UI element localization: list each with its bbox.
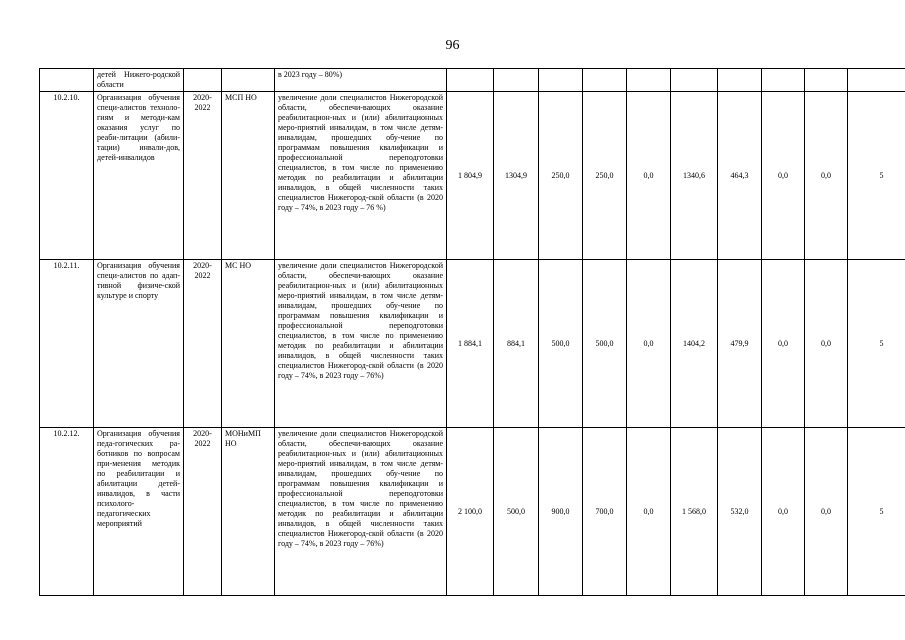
cell-value: [762, 69, 805, 92]
cell-name: Организация обучения педа-гогических ра-ботников по вопросам при-менения методик по реабилитации и абилитации детей-инвалидов, в части психолого-педагогических мероприятий: [94, 428, 184, 596]
cell-value: 1340,6: [671, 92, 718, 260]
cell-name: Организация обучения специ-алистов по адап-тивной физиче-ской культуре и спорту: [94, 260, 184, 428]
cell-value: 0,0: [805, 92, 848, 260]
cell-value: 700,0: [583, 428, 627, 596]
table-row: [40, 92, 905, 260]
cell-value: 0,0: [627, 260, 671, 428]
cell-period: 2020-2022: [184, 428, 222, 596]
cell-code: 10.2.11.: [40, 260, 94, 428]
cell-value: [583, 69, 627, 92]
cell-value: 250,0: [539, 92, 583, 260]
cell-value: 500,0: [539, 260, 583, 428]
cell-value: [494, 69, 539, 92]
cell-name: Организация обучения специ-алистов техноло-гиям и методи-кам оказания услуг по реаби-литации (абили-тации) инвали-дов, детей-инвалидов: [94, 92, 184, 260]
cell-value: 532,0: [718, 428, 762, 596]
cell-value: 2 100,0: [447, 428, 494, 596]
cell-indicator: увеличение доли специалистов Нижегородской области, обеспечи-вающих оказание реабилитацион-ных и (или) абилитационных меро-приятий инвалидам, в том числе детям-инвалидам, прошедших обу-чение по программам повышения квалификации и профессиональной переподготовки специалистов, в том числе по применению методик по реабилитации и абилитации инвалидов, в общей численности таких специалистов Нижегород-ской области (в 2020 году – 74%, в 2023 году – 76%): [275, 428, 447, 596]
cell-code: [40, 69, 94, 92]
cell-value: 464,3: [718, 92, 762, 260]
cell-value: [539, 69, 583, 92]
cell-value: 1304,9: [494, 92, 539, 260]
cell-period: 2020-2022: [184, 92, 222, 260]
cell-name: детей Нижего-родской области: [94, 69, 184, 92]
cell-indicator: увеличение доли специалистов Нижегородской области, обеспечи-вающих оказание реабилитацион-ных и (или) абилитационных меро-приятий инвалидам, в том числе детям-инвалидам, прошедших обу-чение по программам повышения квалификации и профессиональной переподготовки специалистов, в том числе по применению методик по реабилитации и абилитации инвалидов, в общей численности таких специалистов Нижегород-ской области (в 2020 году – 74%, в 2023 году – 76 %): [275, 92, 447, 260]
cell-value: [805, 69, 848, 92]
cell-executor: МСП НО: [222, 92, 275, 260]
cell-code: 10.2.10.: [40, 92, 94, 260]
cell-executor: МОНиМП НО: [222, 428, 275, 596]
cell-value: 0,0: [762, 260, 805, 428]
cell-value: 0,0: [762, 428, 805, 596]
cell-value: 0,0: [627, 428, 671, 596]
cell-value: 5: [848, 428, 905, 596]
cell-value: 0,0: [762, 92, 805, 260]
table-row: [40, 260, 905, 428]
cell-value: [718, 69, 762, 92]
cell-value: [848, 69, 905, 92]
cell-value: 500,0: [583, 260, 627, 428]
cell-value: 500,0: [494, 428, 539, 596]
cell-value: 1 568,0: [671, 428, 718, 596]
table-row: [40, 428, 905, 596]
cell-value: [671, 69, 718, 92]
cell-value: 250,0: [583, 92, 627, 260]
page-number: 96: [445, 38, 460, 53]
cell-value: [627, 69, 671, 92]
cell-executor: МС НО: [222, 260, 275, 428]
cell-code: 10.2.12.: [40, 428, 94, 596]
cell-value: 0,0: [805, 428, 848, 596]
table-row-continuation: [40, 69, 905, 92]
cell-value: 479,9: [718, 260, 762, 428]
cell-value: 1404,2: [671, 260, 718, 428]
cell-indicator: в 2023 году – 80%): [275, 69, 447, 92]
cell-value: 1 804,9: [447, 92, 494, 260]
cell-indicator: увеличение доли специалистов Нижегородской области, обеспечи-вающих оказание реабилитацион-ных и (или) абилитационных меро-приятий инвалидам, в том числе детям-инвалидам, прошедших обу-чение по программам повышения квалификации и профессиональной переподготовки специалистов, в том числе по применению методик по реабилитации и абилитации инвалидов, в общей численности таких специалистов Нижегород-ской области (в 2020 году – 74%, в 2023 году – 76%): [275, 260, 447, 428]
cell-value: 5: [848, 260, 905, 428]
cell-value: 884,1: [494, 260, 539, 428]
cell-value: 1 884,1: [447, 260, 494, 428]
cell-value: [447, 69, 494, 92]
cell-period: [184, 69, 222, 92]
cell-value: 900,0: [539, 428, 583, 596]
cell-value: 0,0: [805, 260, 848, 428]
cell-value: 5: [848, 92, 905, 260]
cell-period: 2020-2022: [184, 260, 222, 428]
cell-value: 0,0: [627, 92, 671, 260]
program-table: [39, 68, 905, 596]
cell-executor: [222, 69, 275, 92]
